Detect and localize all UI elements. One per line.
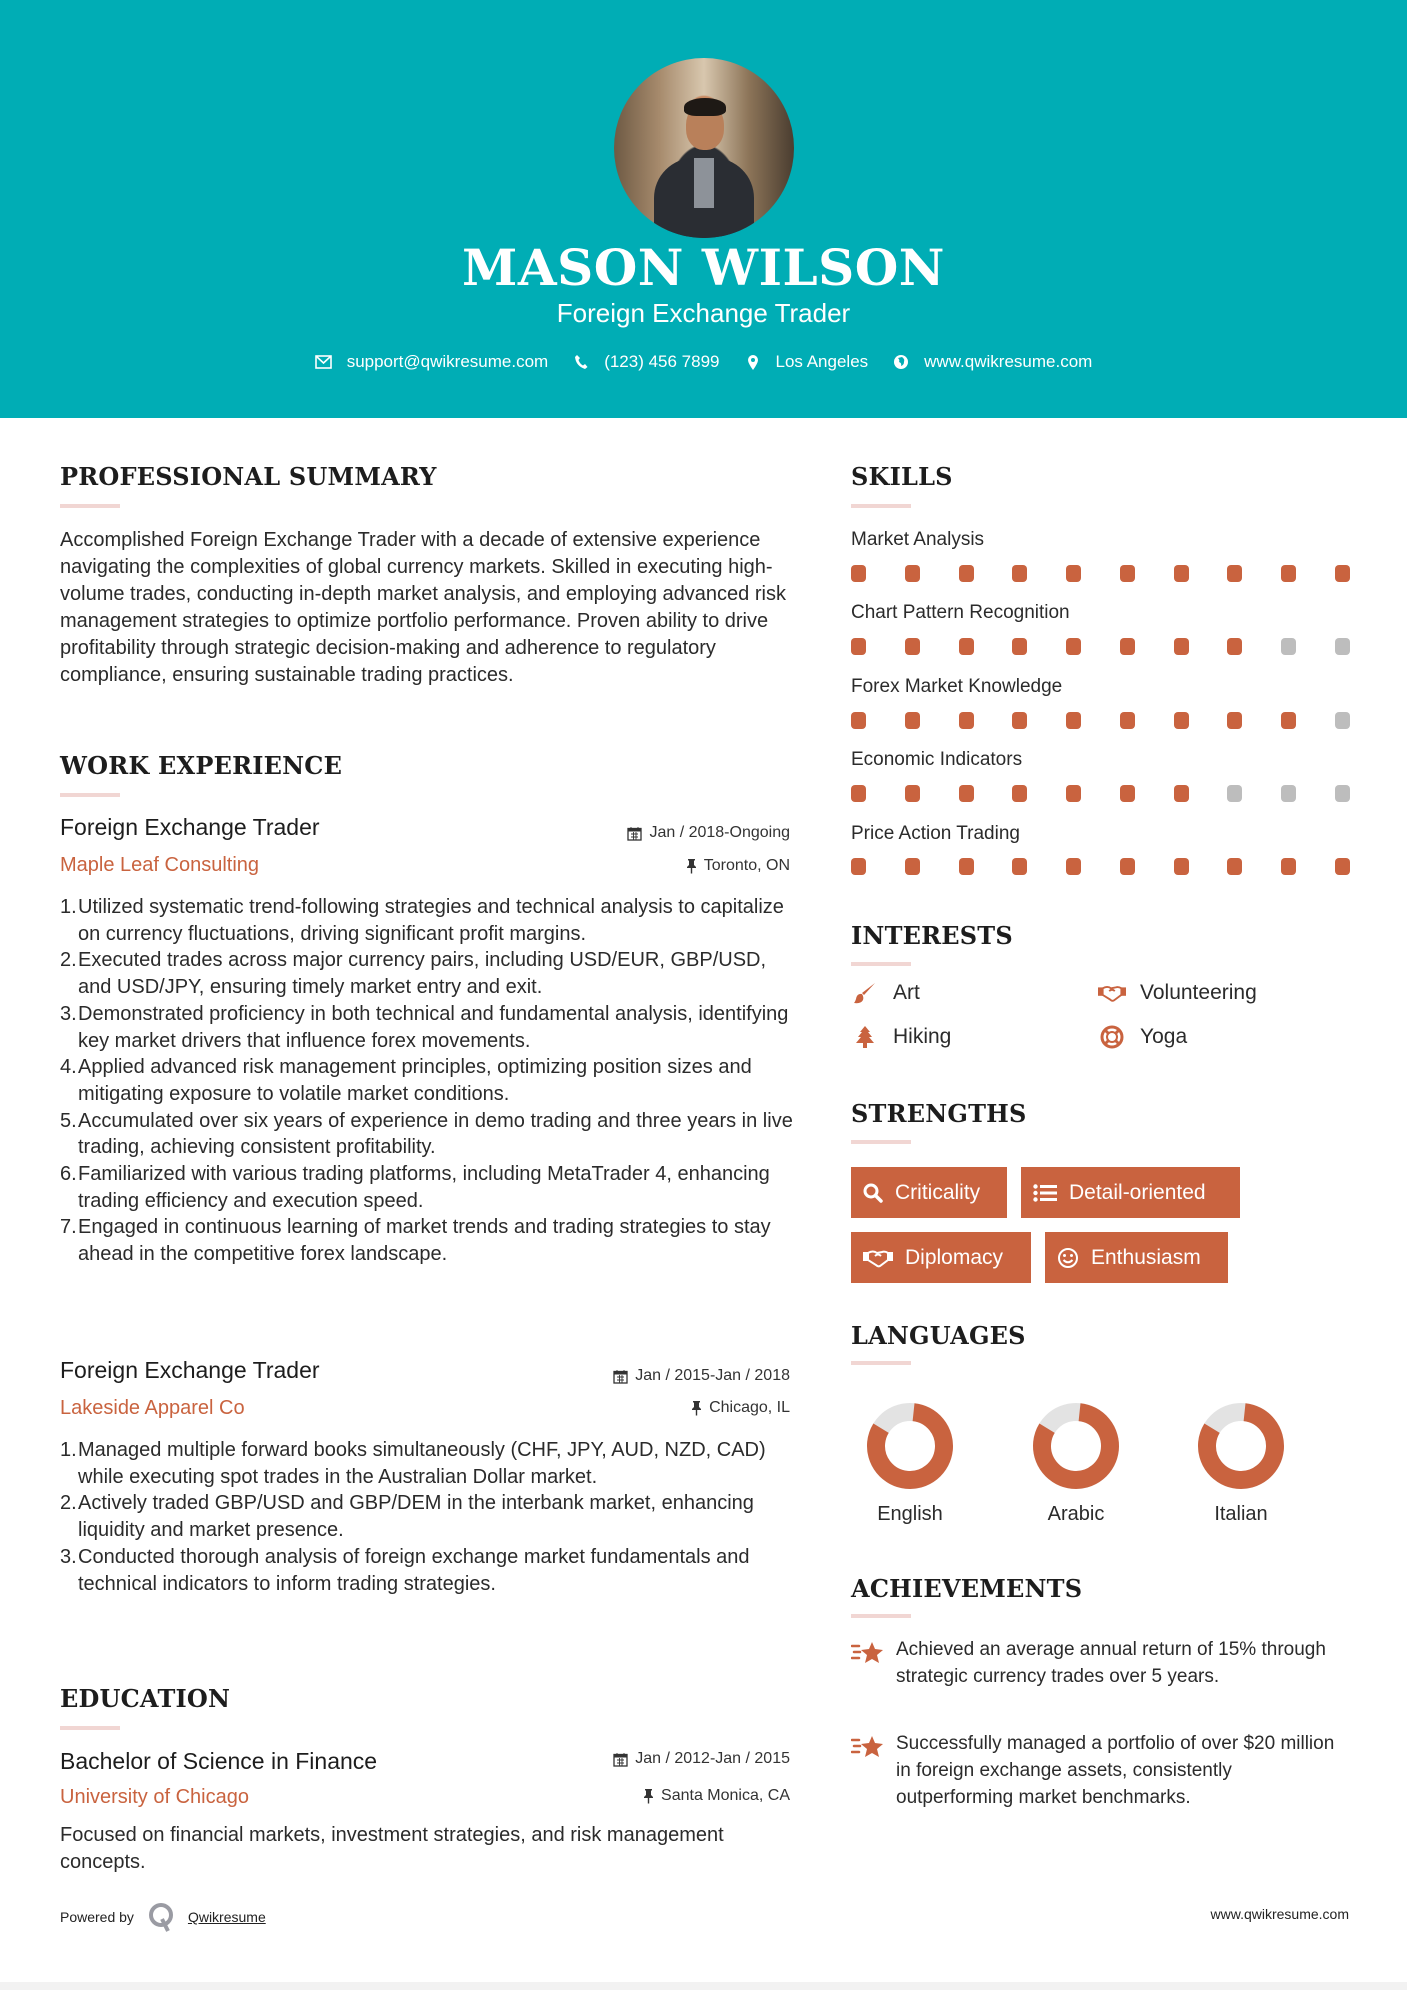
life-ring-icon (1098, 1025, 1126, 1049)
strength-chip: Enthusiasm (1045, 1232, 1228, 1283)
bullet-item: Accumulated over six years of experience in demo trading and three years in live trading, achieving consistent profitability. (78, 1109, 793, 1159)
smile-icon (1057, 1247, 1079, 1269)
pushpin-icon (643, 1788, 654, 1804)
job-location: Toronto, ON (686, 857, 790, 875)
school-name: University of Chicago (60, 1786, 249, 1808)
rating-dot-filled (959, 638, 974, 655)
language-donut (1016, 1398, 1136, 1494)
bullet-item: Managed multiple forward books simultaneously (CHF, JPY, AUD, NZD, CAD) while executing spot trades in the Australian Dollar market. (78, 1439, 766, 1488)
rating-dot-filled (851, 712, 866, 729)
language-name: Arabic (1047, 1503, 1105, 1525)
rating-dot-empty (1281, 785, 1296, 802)
rating-dot-filled (1281, 712, 1296, 729)
list-icon (1033, 1184, 1057, 1202)
experience-heading: WORK EXPERIENCE (60, 751, 343, 780)
summary-text: Accomplished Foreign Exchange Trader with a decade of extensive experience navigating the complexities of global currency markets. Skilled in executing high-volume trades, conducting in-depth market analysis, and employing advanced risk management strategies to optimize portfolio performance. Proven ability to drive profitability through strategic decision-making and adherence to regulatory compliance, ensuring sustainable trading practices. (60, 529, 786, 686)
skill-rating (851, 785, 1350, 802)
bullet-item: Conducted thorough analysis of foreign exchange market fundamentals and technical indicators to inform trading strategies. (78, 1545, 750, 1595)
rating-dot-filled (1174, 858, 1189, 875)
powered-by: Powered by Qwikresume (60, 1902, 266, 1932)
pushpin-icon (691, 1400, 702, 1416)
rating-dot-filled (1012, 638, 1027, 655)
rating-dot-filled (851, 638, 866, 655)
education-dates: Jan / 2012-Jan / 2015 (613, 1750, 790, 1768)
rating-dot-filled (851, 785, 866, 802)
rating-dot-filled (1066, 638, 1081, 655)
pushpin-icon (686, 858, 697, 874)
page-bottom-edge (0, 1982, 1407, 1990)
contact-location: Los Angeles (744, 352, 869, 372)
rating-dot-filled (959, 785, 974, 802)
handshake-icon (863, 1248, 893, 1268)
skill-rating (851, 858, 1350, 875)
rating-dot-filled (1281, 565, 1296, 582)
education-description: Focused on financial markets, investment strategies, and risk management concepts. (60, 1824, 724, 1873)
rating-dot-filled (1012, 712, 1027, 729)
rating-dot-filled (1227, 565, 1242, 582)
section-divider (851, 1140, 911, 1144)
rating-dot-empty (1335, 638, 1350, 655)
section-divider (60, 1726, 120, 1730)
donut-chart-icon (1028, 1398, 1124, 1494)
rating-dot-empty (1227, 785, 1242, 802)
rating-dot-filled (1120, 858, 1135, 875)
rating-dot-filled (959, 565, 974, 582)
job-bullets (60, 894, 800, 1268)
bullet-item: Engaged in continuous learning of market trends and trading strategies to stay ahead in the competitive forex landscape. (78, 1216, 771, 1266)
strengths-heading: STRENGTHS (851, 1099, 1027, 1128)
candidate-title: Foreign Exchange Trader (556, 298, 851, 328)
contact-email[interactable]: support@qwikresume.com (315, 352, 549, 372)
handshake-icon (1098, 981, 1126, 1005)
globe-icon (892, 353, 910, 371)
rating-dot-filled (851, 858, 866, 875)
strength-chip: Diplomacy (851, 1232, 1031, 1283)
qwikresume-logo-icon (148, 1902, 174, 1932)
languages-heading: LANGUAGES (851, 1321, 1026, 1350)
rating-dot-empty (1281, 638, 1296, 655)
interest-item: Art (851, 981, 920, 1005)
map-marker-icon (744, 353, 762, 371)
job-dates: Jan / 2015-Jan / 2018 (613, 1367, 790, 1385)
contact-website[interactable]: www.qwikresume.com (892, 352, 1092, 372)
donut-chart-icon (862, 1398, 958, 1494)
education-heading: EDUCATION (60, 1684, 231, 1713)
achievements-heading: ACHIEVEMENTS (851, 1574, 1083, 1603)
rating-dot-filled (1120, 565, 1135, 582)
bullet-item: Demonstrated proficiency in both technical and fundamental analysis, identifying key market drivers that influence forex movements. (78, 1002, 789, 1052)
rating-dot-filled (1335, 858, 1350, 875)
bullet-item: Applied advanced risk management principles, optimizing position sizes and mitigating exposure to volatile market conditions. (78, 1056, 752, 1105)
job-bullets (60, 1437, 800, 1597)
interests-heading: INTERESTS (851, 921, 1013, 950)
shooting-star-icon (851, 1730, 885, 1811)
job-location: Chicago, IL (691, 1399, 790, 1417)
section-divider (851, 962, 911, 966)
rating-dot-filled (1066, 712, 1081, 729)
rating-dot-filled (1012, 858, 1027, 875)
skill-name: Forex Market Knowledge (851, 676, 1063, 697)
skill-rating (851, 565, 1350, 582)
rating-dot-filled (905, 785, 920, 802)
rating-dot-filled (1066, 858, 1081, 875)
achievement-item: Achieved an average annual return of 15% through strategic currency trades over 5 years. (851, 1636, 1336, 1690)
section-divider (851, 504, 911, 508)
language-donut (1181, 1398, 1301, 1494)
qwikresume-link[interactable]: Qwikresume (187, 1909, 266, 1925)
contact-phone[interactable]: (123) 456 7899 (572, 352, 719, 372)
summary-heading: PROFESSIONAL SUMMARY (60, 462, 437, 491)
rating-dot-filled (1174, 785, 1189, 802)
contact-bar (0, 352, 1407, 372)
rating-dot-filled (1174, 638, 1189, 655)
rating-dot-filled (1012, 785, 1027, 802)
bullet-item: Utilized systematic trend-following strategies and technical analysis to capitalize on currency fluctuations, driving significant profit margins. (78, 896, 784, 945)
company-name: Lakeside Apparel Co (60, 1397, 245, 1419)
footer-website[interactable]: www.qwikresume.com (1210, 1906, 1349, 1922)
education-location: Santa Monica, CA (643, 1787, 790, 1805)
tree-icon (851, 1025, 879, 1049)
bullet-item: Actively traded GBP/USD and GBP/DEM in the interbank market, enhancing liquidity and market presence. (78, 1492, 754, 1542)
job-title: Foreign Exchange Trader (60, 814, 320, 840)
rating-dot-filled (1227, 638, 1242, 655)
interest-item: Yoga (1098, 1025, 1187, 1049)
skill-name: Chart Pattern Recognition (851, 602, 1070, 623)
bullet-item: Familiarized with various trading platforms, including MetaTrader 4, enhancing trading efficiency and execution speed. (78, 1163, 770, 1212)
company-name: Maple Leaf Consulting (60, 854, 260, 876)
shooting-star-icon (851, 1636, 885, 1690)
strength-chip: Detail-oriented (1021, 1167, 1240, 1218)
skill-rating (851, 712, 1350, 729)
rating-dot-filled (1066, 785, 1081, 802)
skill-name: Price Action Trading (851, 823, 1020, 844)
rating-dot-filled (1227, 712, 1242, 729)
skill-name: Economic Indicators (851, 749, 1023, 770)
paintbrush-icon (851, 981, 879, 1005)
rating-dot-filled (1120, 785, 1135, 802)
rating-dot-empty (1335, 712, 1350, 729)
degree-title: Bachelor of Science in Finance (60, 1748, 378, 1774)
envelope-icon (315, 353, 333, 371)
rating-dot-filled (905, 638, 920, 655)
bullet-item: Executed trades across major currency pairs, including USD/EUR, GBP/USD, and USD/JPY, ensuring timely market entry and exit. (78, 949, 767, 999)
interest-item: Volunteering (1098, 981, 1257, 1005)
rating-dot-filled (1120, 638, 1135, 655)
search-icon (863, 1183, 883, 1203)
rating-dot-filled (959, 712, 974, 729)
rating-dot-filled (1066, 565, 1081, 582)
rating-dot-filled (959, 858, 974, 875)
donut-chart-icon (1193, 1398, 1289, 1494)
rating-dot-filled (1335, 565, 1350, 582)
language-name: Italian (1214, 1503, 1268, 1525)
section-divider (851, 1614, 911, 1618)
profile-photo (614, 58, 794, 238)
skill-rating (851, 638, 1350, 655)
section-divider (851, 1361, 911, 1365)
rating-dot-filled (1120, 712, 1135, 729)
language-donut (850, 1398, 970, 1494)
section-divider (60, 504, 120, 508)
rating-dot-filled (1012, 565, 1027, 582)
achievement-item: Successfully managed a portfolio of over $20 million in foreign exchange assets, consistently outperforming market benchmarks. (851, 1730, 1336, 1811)
rating-dot-filled (905, 712, 920, 729)
job-dates: Jan / 2018-Ongoing (627, 824, 790, 842)
calendar-icon (613, 1369, 628, 1384)
calendar-icon (627, 826, 642, 841)
job-title: Foreign Exchange Trader (60, 1357, 320, 1383)
language-name: English (877, 1503, 943, 1525)
strength-chip: Criticality (851, 1167, 1007, 1218)
skills-heading: SKILLS (851, 462, 953, 491)
section-divider (60, 793, 120, 797)
rating-dot-filled (1174, 565, 1189, 582)
rating-dot-filled (851, 565, 866, 582)
rating-dot-filled (905, 565, 920, 582)
rating-dot-filled (1281, 858, 1296, 875)
resume-header (0, 0, 1407, 418)
rating-dot-filled (905, 858, 920, 875)
rating-dot-filled (1227, 858, 1242, 875)
calendar-icon (613, 1752, 628, 1767)
rating-dot-filled (1174, 712, 1189, 729)
interest-item: Hiking (851, 1025, 951, 1049)
rating-dot-empty (1335, 785, 1350, 802)
skill-name: Market Analysis (851, 529, 985, 550)
candidate-name: MASON WILSON (462, 238, 945, 297)
phone-icon (572, 353, 590, 371)
